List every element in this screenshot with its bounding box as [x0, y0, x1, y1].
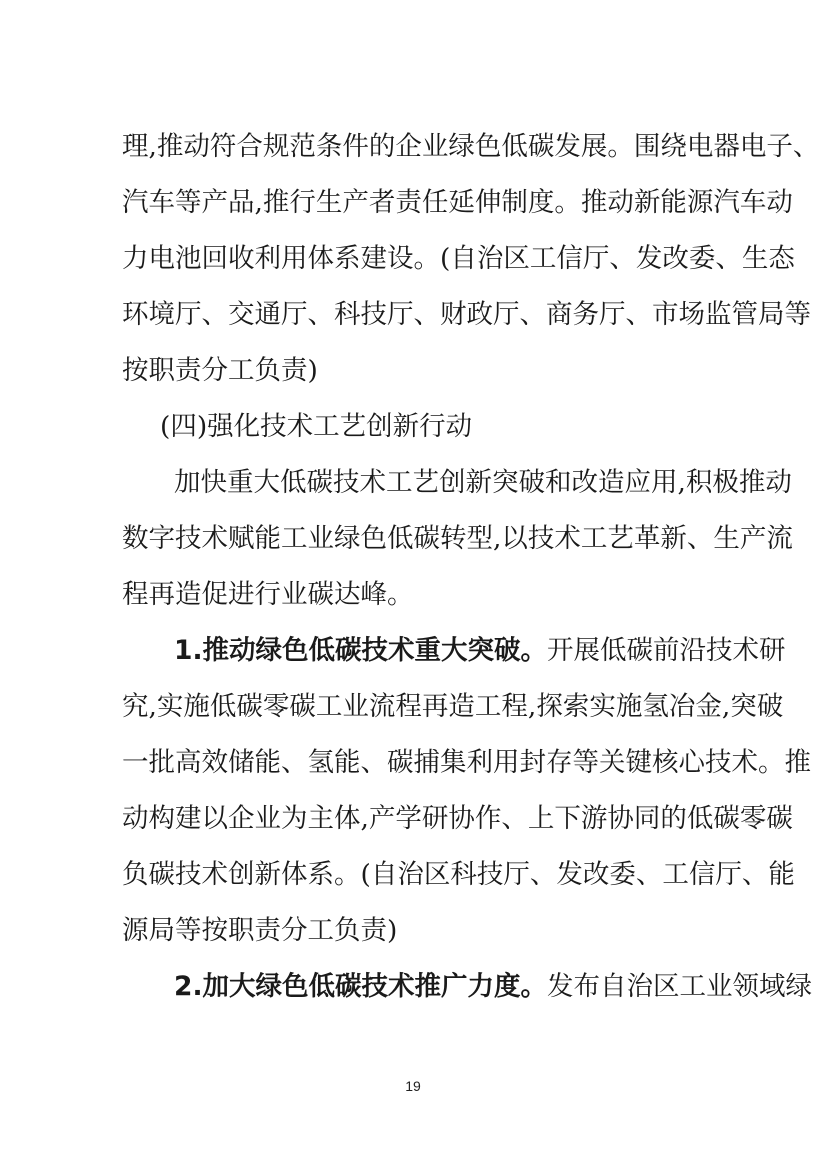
paragraph-line: 环境厅、交通厅、科技厅、财政厅、商务厅、市场监管局等 — [122, 299, 811, 330]
intro-line: 数字技术赋能工业绿色低碳转型,以技术工艺革新、生产流 — [122, 523, 793, 554]
item1-line: 究,实施低碳零碳工业流程再造工程,探索实施氢冶金,突破 — [122, 691, 784, 722]
item2-first-line — [174, 969, 813, 1005]
intro-line: 加快重大低碳技术工艺创新突破和改造应用,积极推动 — [174, 467, 792, 498]
item1-title: 1.推动绿色低碳技术重大突破。 — [174, 635, 548, 666]
item1-line: 动构建以企业为主体,产学研协作、上下游协同的低碳零碳 — [122, 803, 793, 834]
item1-line: 一批高效储能、氢能、碳捕集利用封存等关键核心技术。推 — [122, 747, 811, 778]
paragraph-line: 按职责分工负责) — [122, 355, 318, 386]
page-number: 19 — [405, 1078, 421, 1094]
item2-first-line-rest: 发布自治区工业领域绿 — [547, 971, 813, 1002]
intro-line: 程再造促进行业碳达峰。 — [122, 579, 414, 610]
paragraph-line: 理,推动符合规范条件的企业绿色低碳发展。围绕电器电子、 — [122, 131, 820, 162]
item1-first-line — [174, 633, 786, 669]
paragraph-line: 汽车等产品,推行生产者责任延伸制度。推动新能源汽车动 — [122, 187, 793, 218]
item2-title: 2.加大绿色低碳技术推广力度。 — [174, 971, 548, 1002]
section-heading: (四)强化技术工艺创新行动 — [160, 411, 473, 442]
item1-line: 源局等按职责分工负责) — [122, 915, 398, 946]
item1-first-line-rest: 开展低碳前沿技术研 — [547, 635, 786, 666]
paragraph-line: 力电池回收利用体系建设。(自治区工信厅、发改委、生态 — [122, 243, 795, 274]
item1-line: 负碳技术创新体系。(自治区科技厅、发改委、工信厅、能 — [122, 859, 795, 890]
